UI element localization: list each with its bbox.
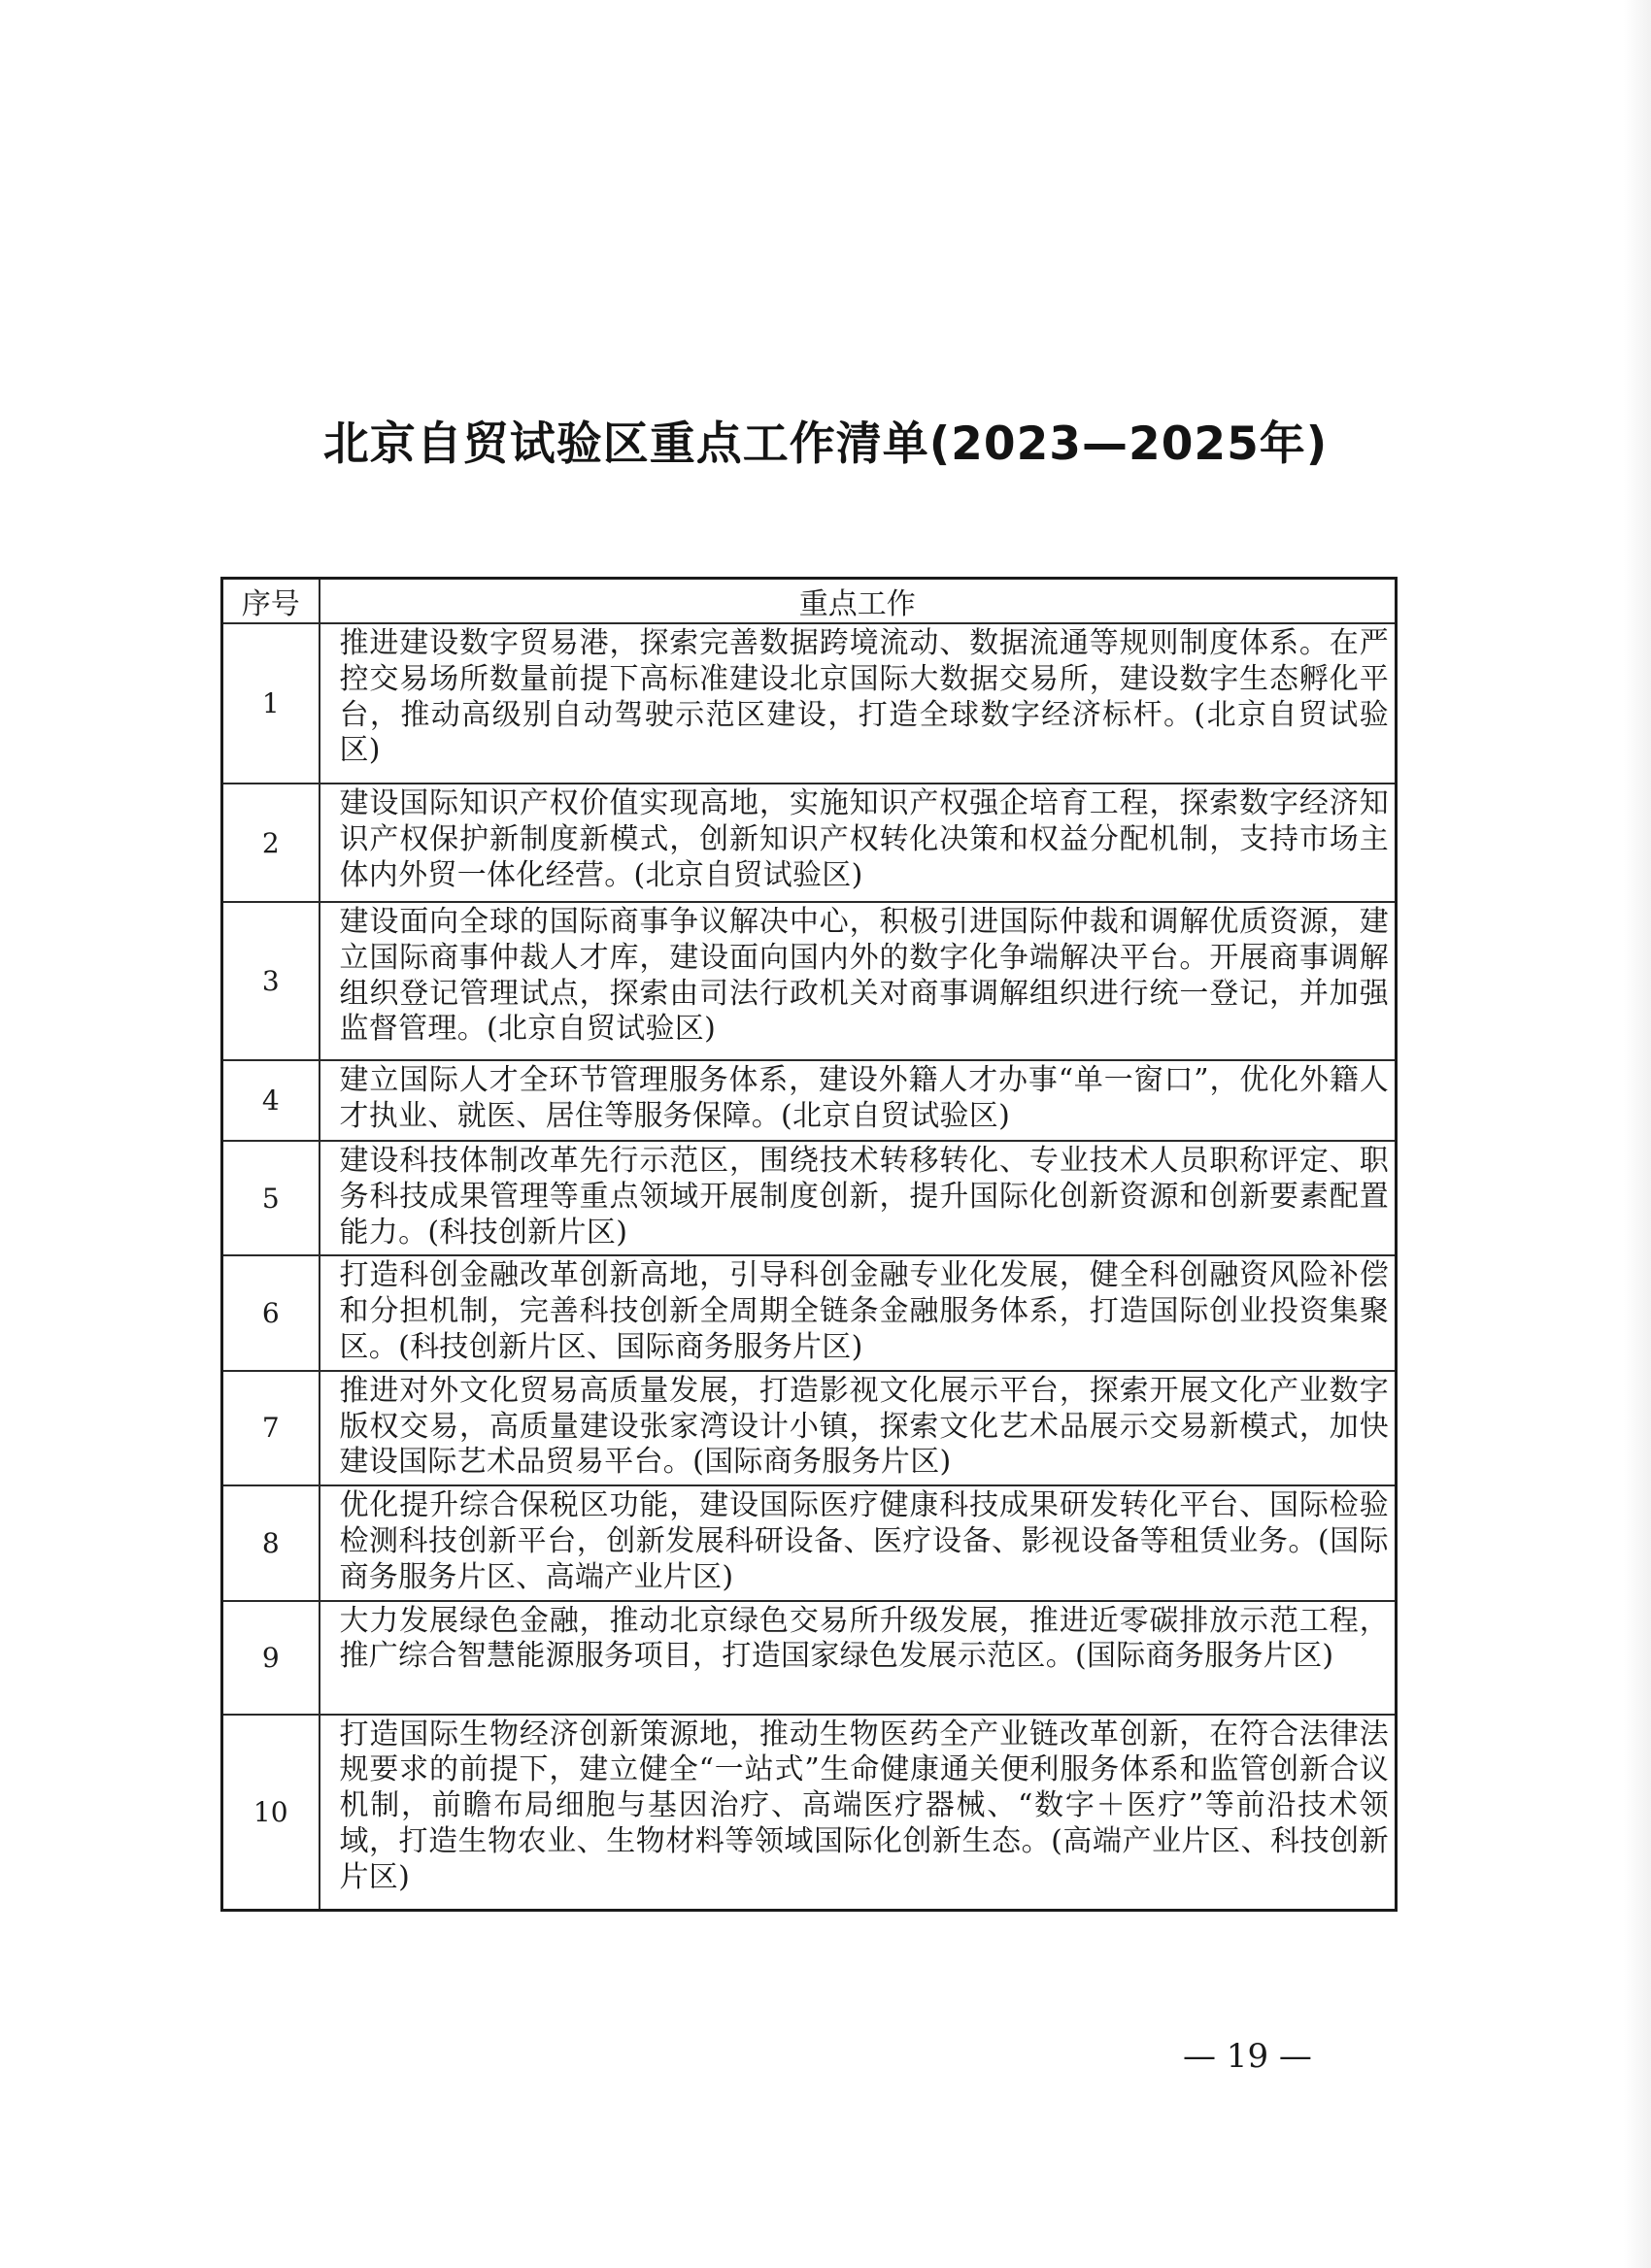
row-work-text: 打造国际生物经济创新策源地，推动生物医药全产业链改革创新，在符合法律法规要求的前提下，建立健全“一站式”生命健康通关便利服务体系和监管创新合议机制，前瞻布局细胞与基因治疗、高端医疗器械、“数字＋医疗”等前沿技术领域，打造生物农业、生物材料等领域国际化创新生态。(高端产业片区、科技创新片区) <box>339 1717 1389 1894</box>
row-work-text: 大力发展绿色金融，推动北京绿色交易所升级发展，推进近零碳排放示范工程，推广综合智慧能源服务项目，打造国家绿色发展示范区。(国际商务服务片区) <box>339 1603 1389 1674</box>
row-number: 4 <box>222 1060 320 1141</box>
table-header-row <box>222 579 1397 624</box>
row-number: 3 <box>222 902 320 1060</box>
row-number: 8 <box>222 1485 320 1600</box>
row-work-cell <box>320 1141 1397 1255</box>
page-number: — 19 — <box>1183 2037 1312 2076</box>
row-work-cell <box>320 1255 1397 1370</box>
work-list-table-container <box>220 577 1395 1912</box>
row-number: 10 <box>222 1715 320 1911</box>
document-title: 北京自贸试验区重点工作清单(2023—2025年) <box>322 417 1329 471</box>
row-work-cell <box>320 1371 1397 1485</box>
row-number: 5 <box>222 1141 320 1255</box>
table-row <box>222 1060 1397 1141</box>
row-number: 9 <box>222 1601 320 1715</box>
header-number: 序号 <box>222 579 320 624</box>
table-row <box>222 784 1397 902</box>
page-edge-shadow <box>1624 0 1651 2268</box>
row-work-text: 推进建设数字贸易港，探索完善数据跨境流动、数据流通等规则制度体系。在严控交易场所数量前提下高标准建设北京国际大数据交易所，建设数字生态孵化平台，推动高级别自动驾驶示范区建设，打造全球数字经济标杆。(北京自贸试验区) <box>339 626 1389 768</box>
row-number: 6 <box>222 1255 320 1370</box>
row-work-text: 建设科技体制改革先行示范区，围绕技术转移转化、专业技术人员职称评定、职务科技成果管理等重点领域开展制度创新，提升国际化创新资源和创新要素配置能力。(科技创新片区) <box>339 1144 1389 1250</box>
row-work-text: 优化提升综合保税区功能，建设国际医疗健康科技成果研发转化平台、国际检验检测科技创新平台，创新发展科研设备、医疗设备、影视设备等租赁业务。(国际商务服务片区、高端产业片区) <box>339 1488 1389 1594</box>
row-work-cell <box>320 1601 1397 1715</box>
row-work-cell <box>320 623 1397 784</box>
work-list-table <box>220 577 1398 1912</box>
table-row <box>222 623 1397 784</box>
row-work-text: 建立国际人才全环节管理服务体系，建设外籍人才办事“单一窗口”，优化外籍人才执业、就医、居住等服务保障。(北京自贸试验区) <box>339 1063 1389 1133</box>
row-work-text: 打造科创金融改革创新高地，引导科创金融专业化发展，健全科创融资风险补偿和分担机制，完善科技创新全周期全链条金融服务体系，打造国际创业投资集聚区。(科技创新片区、国际商务服务片区) <box>339 1258 1389 1364</box>
row-number: 7 <box>222 1371 320 1485</box>
table-row <box>222 1485 1397 1600</box>
table-row <box>222 1715 1397 1911</box>
row-number: 1 <box>222 623 320 784</box>
table-row <box>222 902 1397 1060</box>
row-number: 2 <box>222 784 320 902</box>
row-work-cell <box>320 784 1397 902</box>
row-work-text: 建设面向全球的国际商事争议解决中心，积极引进国际仲裁和调解优质资源，建立国际商事仲裁人才库，建设面向国内外的数字化争端解决平台。开展商事调解组织登记管理试点，探索由司法行政机关对商事调解组织进行统一登记，并加强监督管理。(北京自贸试验区) <box>339 905 1389 1047</box>
table-row <box>222 1141 1397 1255</box>
row-work-cell <box>320 902 1397 1060</box>
row-work-text: 建设国际知识产权价值实现高地，实施知识产权强企培育工程，探索数字经济知识产权保护新制度新模式，创新知识产权转化决策和权益分配机制，支持市场主体内外贸一体化经营。(北京自贸试验区) <box>339 786 1389 892</box>
table-row <box>222 1255 1397 1370</box>
table-row <box>222 1371 1397 1485</box>
row-work-cell <box>320 1715 1397 1911</box>
row-work-text: 推进对外文化贸易高质量发展，打造影视文化展示平台，探索开展文化产业数字版权交易，高质量建设张家湾设计小镇，探索文化艺术品展示交易新模式，加快建设国际艺术品贸易平台。(国际商务服务片区) <box>339 1373 1389 1480</box>
table-row <box>222 1601 1397 1715</box>
row-work-cell <box>320 1060 1397 1141</box>
header-work: 重点工作 <box>320 579 1397 624</box>
row-work-cell <box>320 1485 1397 1600</box>
